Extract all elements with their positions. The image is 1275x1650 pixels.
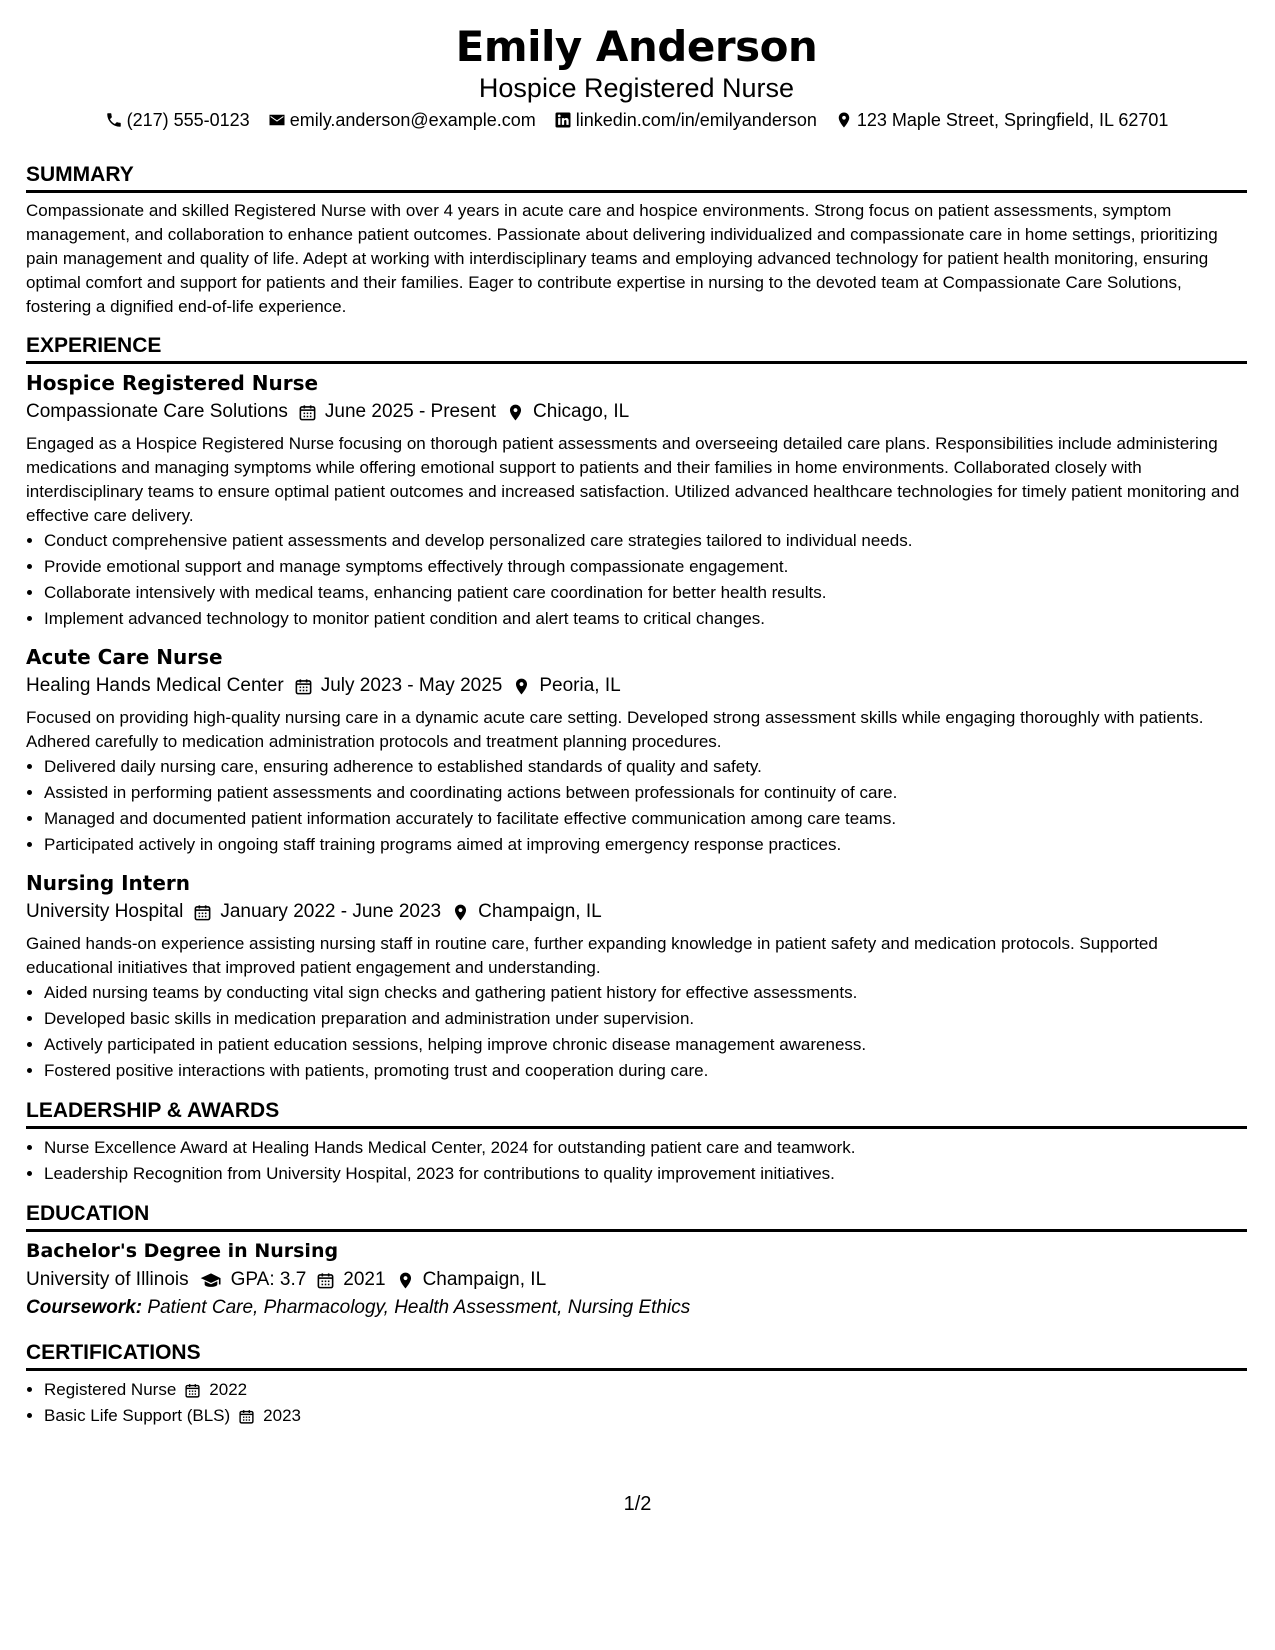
job-location (451, 898, 602, 926)
list-item: • Implement advanced technology to monitor patient condition and alert teams to critical changes. (44, 606, 1247, 632)
address-text: 123 Maple Street, Springfield, IL 62701 (856, 110, 1169, 130)
summary-text: Compassionate and skilled Registered Nurse with over 4 years in acute care and hospice environments. Strong focus on patient assessments, symptom management, and collaboration to enhance patient outcomes. Passionate about delivering individualized and compassionate care in home settings, prioritizing pain management and quality of life. Adept at working with interdisciplinary teams and employing advanced technology for patient health monitoring, ensuring optimal comfort and support for patients and their families. Eager to contribute expertise in nursing to the devoted team at Compassionate Care Solutions, fostering a dignified end-of-life experience. (26, 201, 1218, 316)
job-company: Compassionate Care Solutions (26, 401, 288, 422)
job-dates-text: January 2022 - June 2023 (220, 901, 442, 922)
job-bullets (26, 754, 1247, 858)
job-entry (26, 644, 1247, 858)
job-title: Nursing Intern (26, 871, 191, 895)
email-link[interactable]: emily.anderson@example.com (289, 110, 536, 130)
job-location (512, 672, 620, 700)
job-description: Engaged as a Hospice Registered Nurse focusing on thorough patient assessments and overseeing detailed care plans. Responsibilities include administering medications and managing symptoms while offering emotional support to patients and their families in home environments. Collaborated closely with interdisciplinary teams to ensure optimal patient outcomes and increased satisfaction. Utilized advanced healthcare technologies for timely patient monitoring and effective care delivery. (26, 434, 1240, 525)
list-item (44, 1403, 1247, 1429)
experience-section (26, 333, 1247, 1084)
job-location-text: Champaign, IL (478, 901, 602, 922)
job-company: University Hospital (26, 901, 184, 922)
education-gpa (199, 1266, 307, 1294)
list-item: • Conduct comprehensive patient assessments and develop personalized care strategies tailored to individual needs. (44, 528, 1247, 554)
year-text: 2021 (343, 1269, 386, 1290)
certifications-list (26, 1377, 1247, 1429)
coursework-label: Coursework: (26, 1297, 143, 1318)
certifications-section (26, 1340, 1247, 1429)
certification-name: • Registered Nurse (44, 1380, 177, 1399)
list-item: • Managed and documented patient information accurately to facilitate effective communication among care teams. (44, 806, 1247, 832)
list-item: • Aided nursing teams by conducting vital sign checks and gathering patient history for effective assessments. (44, 980, 1247, 1006)
list-item: • Provide emotional support and manage symptoms effectively through compassionate engagement. (44, 554, 1247, 580)
map-pin-icon (835, 111, 853, 129)
contact-bar (26, 108, 1247, 132)
list-item: • Delivered daily nursing care, ensuring adherence to established standards of quality and safety. (44, 754, 1247, 780)
calendar-icon (316, 1271, 335, 1290)
job-location-text: Peoria, IL (539, 675, 621, 696)
list-item: • Fostered positive interactions with patients, promoting trust and cooperation during care. (44, 1058, 1247, 1084)
list-item (44, 1377, 1247, 1403)
certification-entry (44, 1377, 247, 1403)
page-number: 1/2 (623, 1493, 652, 1515)
linkedin-icon (554, 111, 572, 129)
contact-linkedin[interactable] (554, 108, 817, 132)
job-title: Hospice Registered Nurse (26, 371, 319, 395)
job-location-text: Chicago, IL (533, 401, 630, 422)
education-section (26, 1201, 1247, 1322)
education-location (396, 1266, 547, 1294)
map-pin-icon (512, 677, 531, 696)
calendar-icon (298, 403, 317, 422)
linkedin-link[interactable]: linkedin.com/in/emilyanderson (575, 110, 817, 130)
job-bullets (26, 980, 1247, 1084)
contact-address (835, 108, 1169, 132)
calendar-icon (238, 1408, 255, 1425)
experience-heading: EXPERIENCE (26, 333, 1247, 364)
job-dates (193, 898, 441, 926)
summary-section (26, 162, 1247, 319)
job-dates (294, 672, 503, 700)
map-pin-icon (451, 903, 470, 922)
leadership-heading: LEADERSHIP & AWARDS (26, 1098, 1247, 1129)
candidate-name: Emily Anderson (455, 22, 818, 71)
job-description: Gained hands-on experience assisting nursing staff in routine care, further expanding knowledge in patient safety and medication protocols. Supported educational initiatives that improved patient engagement and understanding. (26, 934, 1158, 977)
list-item: • Leadership Recognition from University Hospital, 2023 for contributions to quality improvement initiatives. (44, 1161, 1247, 1187)
envelope-icon (268, 111, 286, 129)
resume-header (26, 22, 1247, 132)
education-year (316, 1266, 385, 1294)
contact-email[interactable] (268, 108, 536, 132)
job-location (506, 398, 629, 426)
gpa-text: GPA: 3.7 (230, 1269, 307, 1290)
list-item: • Actively participated in patient education sessions, helping improve chronic disease management awareness. (44, 1032, 1247, 1058)
map-pin-icon (396, 1271, 415, 1290)
job-description: Focused on providing high-quality nursing care in a dynamic acute care setting. Developed strong assessment skills while engaging thoroughly with patients. Adhered carefully to medication administration protocols and treatment planning procedures. (26, 708, 1204, 751)
job-bullets (26, 528, 1247, 632)
job-meta (26, 398, 1247, 426)
candidate-headline: Hospice Registered Nurse (478, 73, 795, 103)
graduation-cap-icon (199, 1271, 223, 1290)
education-heading: EDUCATION (26, 1201, 1247, 1232)
list-item: • Assisted in performing patient assessments and coordinating actions between professionals for continuity of care. (44, 780, 1247, 806)
phone-text: (217) 555-0123 (126, 110, 250, 130)
job-title: Acute Care Nurse (26, 645, 223, 669)
certification-year: 2023 (263, 1406, 301, 1425)
degree-title: Bachelor's Degree in Nursing (26, 1240, 339, 1262)
job-meta (26, 672, 1247, 700)
summary-heading: SUMMARY (26, 162, 1247, 193)
coursework-text: Patient Care, Pharmacology, Health Assessment, Nursing Ethics (147, 1297, 691, 1318)
job-dates-text: July 2023 - May 2025 (320, 675, 503, 696)
coursework (26, 1294, 1247, 1322)
awards-list (26, 1135, 1247, 1187)
education-entry (26, 1238, 1247, 1322)
list-item: • Collaborate intensively with medical teams, enhancing patient care coordination for better health results. (44, 580, 1247, 606)
job-meta (26, 898, 1247, 926)
calendar-icon (193, 903, 212, 922)
job-entry (26, 870, 1247, 1084)
job-dates (298, 398, 496, 426)
map-pin-icon (506, 403, 525, 422)
phone-icon (105, 111, 123, 129)
education-location-text: Champaign, IL (422, 1269, 547, 1290)
calendar-icon (294, 677, 313, 696)
education-meta (26, 1266, 1247, 1294)
school-name: University of Illinois (26, 1269, 189, 1290)
certifications-heading: CERTIFICATIONS (26, 1340, 1247, 1371)
list-item: • Nurse Excellence Award at Healing Hands Medical Center, 2024 for outstanding patient care and teamwork. (44, 1135, 1247, 1161)
certification-entry (44, 1403, 301, 1429)
leadership-section (26, 1098, 1247, 1187)
certification-name: • Basic Life Support (BLS) (44, 1406, 231, 1425)
list-item: • Developed basic skills in medication preparation and administration under supervision. (44, 1006, 1247, 1032)
job-entry (26, 370, 1247, 632)
list-item: • Participated actively in ongoing staff training programs aimed at improving emergency response practices. (44, 832, 1247, 858)
contact-phone (105, 108, 250, 132)
resume-page (26, 22, 1247, 1429)
calendar-icon (184, 1382, 201, 1399)
certification-year: 2022 (209, 1380, 248, 1399)
job-dates-text: June 2025 - Present (324, 401, 497, 422)
job-company: Healing Hands Medical Center (26, 675, 284, 696)
